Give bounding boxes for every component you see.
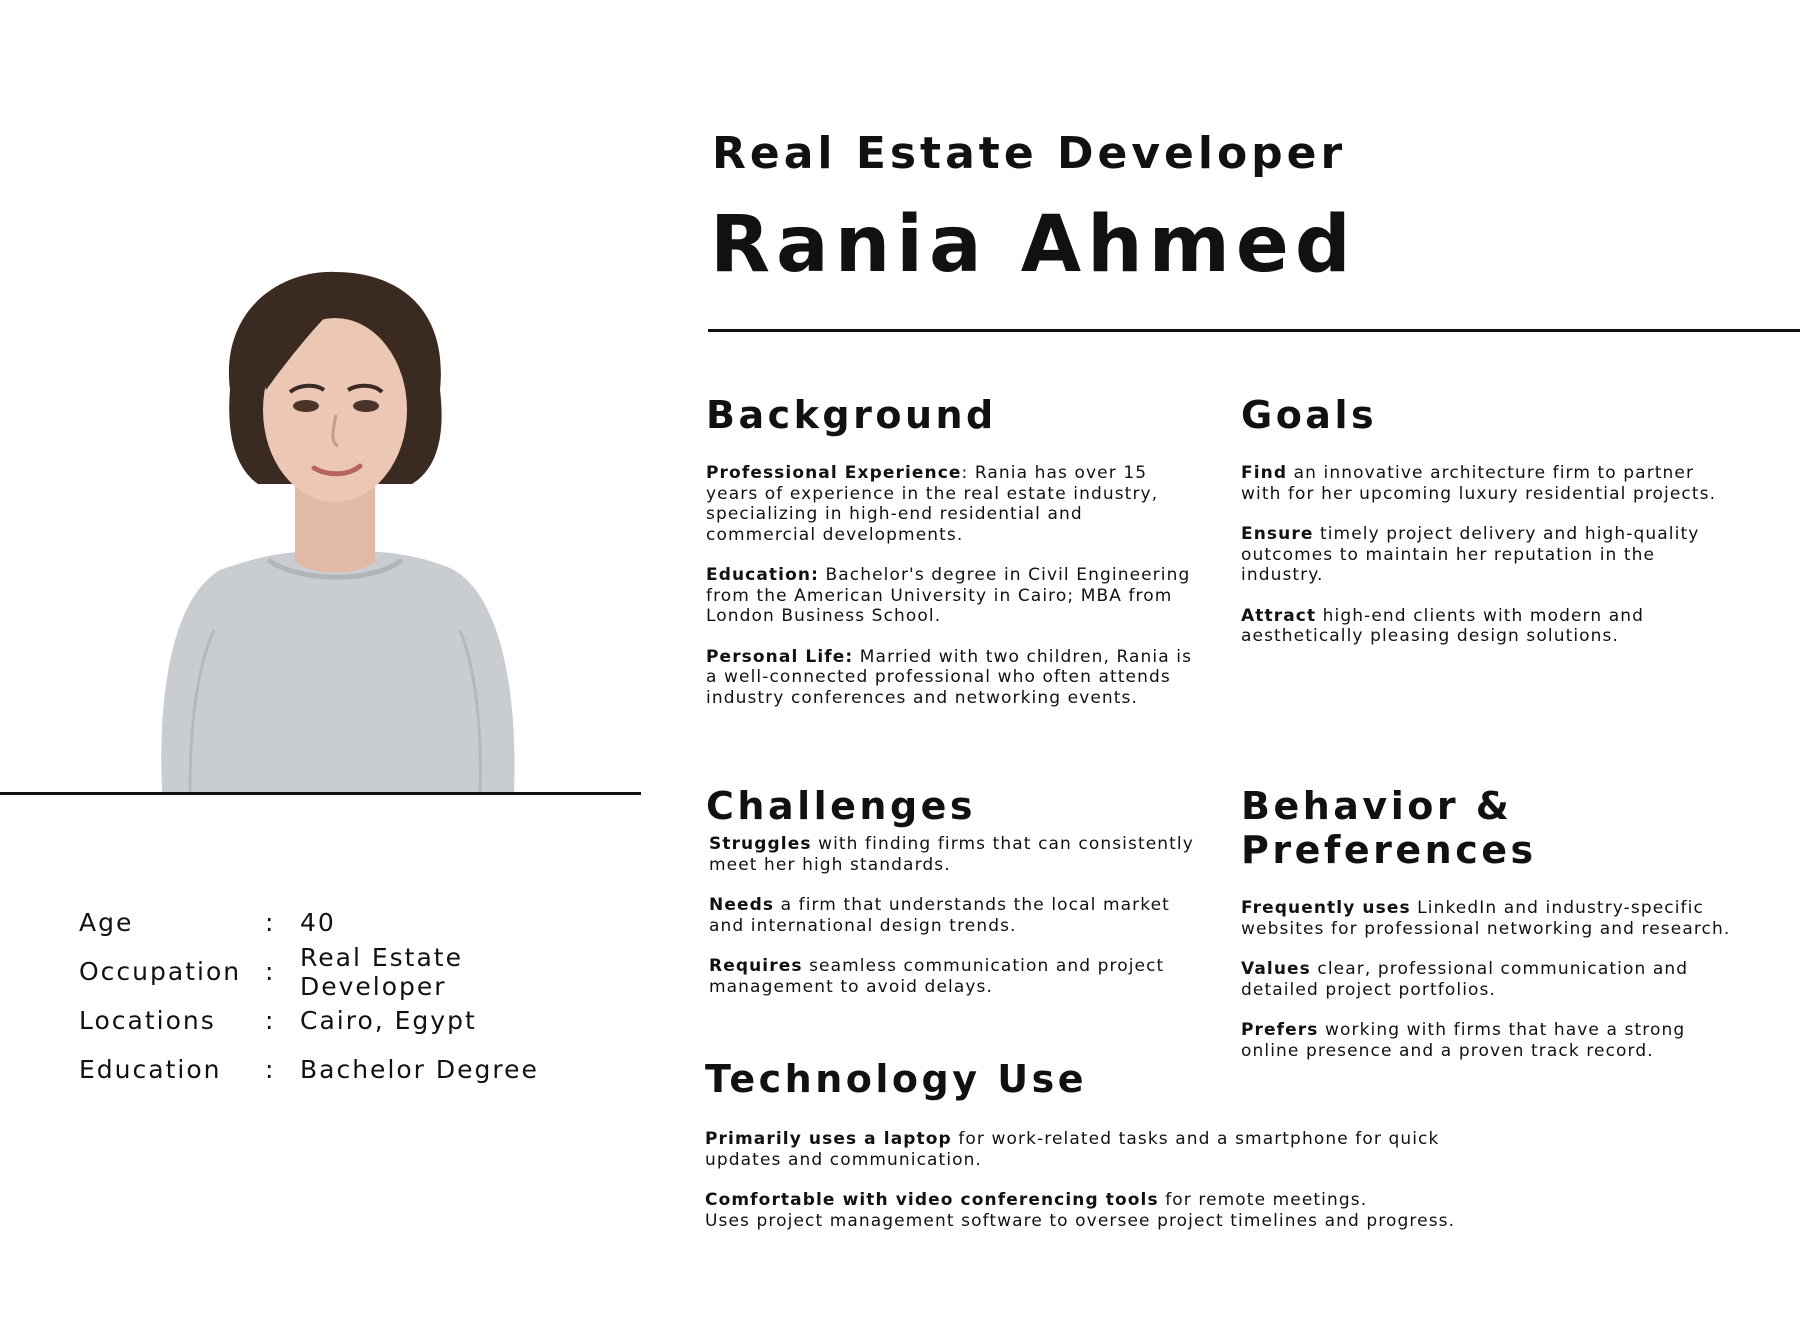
item-text: : Rania has over 15 years of experience in the real estate industry, specializing in high-end residential and commercial developments. — [706, 463, 1159, 545]
challenges-item — [709, 956, 1196, 997]
goals-item — [1241, 524, 1731, 586]
profile-value: Cairo, Egypt — [300, 1006, 477, 1035]
item-text: a firm that understands the local market and international design trends. — [709, 895, 1170, 936]
profile-row-education — [79, 1045, 619, 1094]
background-heading: Background — [706, 393, 997, 437]
item-lead: Professional Experience — [706, 463, 962, 483]
profile-info — [79, 898, 619, 1094]
challenges-item — [709, 834, 1196, 875]
item-text: working with firms that have a strong online presence and a proven track record. — [1241, 1020, 1686, 1061]
profile-value: Real Estate Developer — [300, 942, 463, 1001]
item-lead: Comfortable with video conferencing tools — [705, 1190, 1159, 1210]
profile-separator: : — [265, 957, 276, 986]
behavior-heading-line: Preferences — [1241, 828, 1537, 872]
challenges-section — [706, 784, 1196, 1017]
behavior-section — [1241, 784, 1741, 1081]
item-lead: Struggles — [709, 834, 812, 854]
profile-row-age — [79, 898, 619, 947]
goals-item — [1241, 463, 1731, 504]
item-text: for remote meetings. — [1158, 1190, 1368, 1210]
profile-label: Occupation — [79, 957, 242, 986]
item-text: timely project delivery and high-quality outcomes to maintain her reputation in the industry. — [1241, 524, 1700, 585]
behavior-heading-line: Behavior & — [1241, 784, 1513, 828]
challenges-heading: Challenges — [706, 784, 977, 828]
goals-item — [1241, 606, 1731, 647]
item-text-line: Uses project management software to oversee project timelines and progress. — [705, 1210, 1456, 1231]
item-lead: Attract — [1241, 605, 1317, 626]
item-text: with finding firms that can consistently meet her high standards. — [709, 834, 1194, 875]
profile-row-locations — [79, 996, 619, 1045]
profile-label: Education — [79, 1055, 222, 1084]
item-text: clear, professional communication and detailed project portfolios. — [1241, 959, 1689, 1000]
persona-name: Rania Ahmed — [710, 200, 1357, 290]
technology-heading: Technology Use — [705, 1057, 1087, 1101]
profile-value: Bachelor Degree — [300, 1055, 539, 1084]
portrait-photo — [150, 270, 520, 792]
profile-separator: : — [265, 1006, 276, 1035]
challenges-item — [709, 895, 1196, 936]
profile-value: 40 — [300, 908, 336, 937]
technology-item — [705, 1190, 1705, 1231]
item-text: seamless communication and project management to avoid delays. — [709, 956, 1165, 997]
item-text: Bachelor's degree in Civil Engineering from the American University in Cairo; MBA from London Business School. — [706, 565, 1191, 626]
item-text: Married with two children, Rania is a well-connected professional who often attends industry conferences and networking events. — [706, 646, 1193, 708]
item-lead: Ensure — [1241, 524, 1314, 544]
header-divider — [708, 329, 1800, 332]
profile-divider — [0, 792, 641, 795]
behavior-item — [1241, 898, 1741, 939]
profile-separator: : — [265, 1055, 276, 1084]
item-lead: Requires — [709, 956, 803, 976]
behavior-item — [1241, 959, 1741, 1000]
challenges-list — [706, 834, 1196, 997]
goals-section — [1241, 393, 1731, 667]
profile-label: Locations — [79, 1006, 216, 1035]
item-lead: Frequently uses — [1241, 898, 1411, 918]
item-lead: Values — [1241, 959, 1311, 979]
technology-section — [705, 1057, 1705, 1251]
item-lead: Primarily uses a laptop — [705, 1129, 952, 1149]
goals-heading: Goals — [1241, 393, 1378, 437]
background-section — [706, 393, 1196, 728]
item-text: LinkedIn and industry-specific websites for professional networking and research. — [1241, 898, 1731, 939]
item-lead: Personal Life: — [706, 646, 854, 667]
profile-row-occupation — [79, 942, 619, 1001]
technology-item — [705, 1129, 1485, 1170]
item-text: high-end clients with modern and aesthetically pleasing design solutions. — [1241, 605, 1644, 646]
behavior-item — [1241, 1020, 1741, 1061]
profile-label: Age — [79, 908, 134, 937]
item-text: for work-related tasks and a smartphone for quick updates and communication. — [705, 1129, 1440, 1170]
item-lead: Needs — [709, 895, 775, 915]
behavior-heading — [1241, 784, 1741, 872]
item-text: an innovative architecture firm to partner with for her upcoming luxury residential projects. — [1241, 463, 1717, 504]
item-lead: Find — [1241, 463, 1288, 483]
item-lead: Education: — [706, 565, 819, 585]
persona-role: Real Estate Developer — [712, 128, 1347, 179]
background-item — [706, 463, 1196, 545]
background-item — [706, 565, 1196, 627]
item-lead: Prefers — [1241, 1020, 1319, 1040]
background-item — [706, 647, 1196, 709]
profile-separator: : — [265, 908, 276, 937]
